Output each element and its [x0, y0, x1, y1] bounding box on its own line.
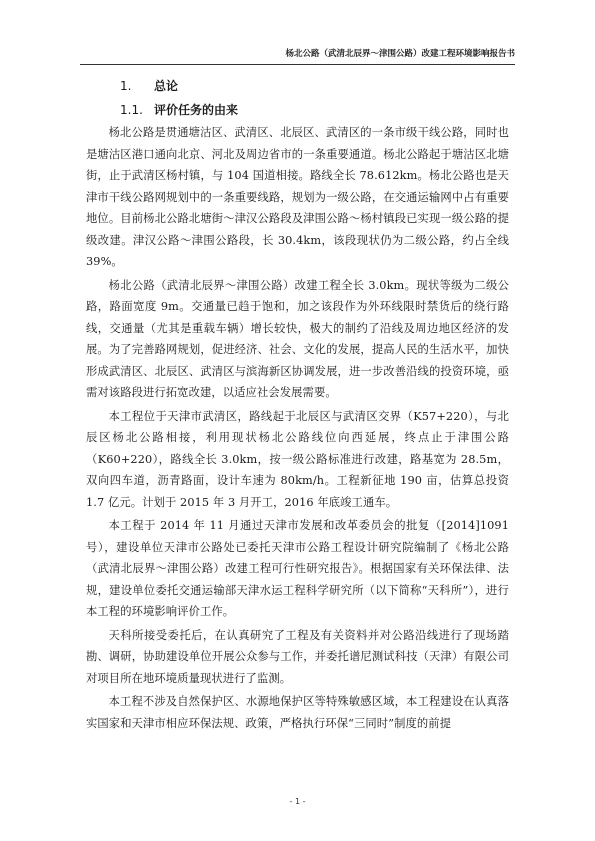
- subsection-title: 评价任务的由来: [154, 103, 239, 117]
- paragraph: 本工程于 2014 年 11 月通过天津市发展和改革委员会的批复（[2014]1091 号），建设单位天津市公路处已委托天津市公路工程设计研究院编制了《杨北公路（武清北辰界～津围公路）改建工程可行性研究报告》。根据国家有关环保法律、法规，建设单位委托交通运输部天津水运工程科学研究所（以下简称“天科所”），进行本工程的环境影响评价工作。: [86, 519, 509, 618]
- subsection-heading: [86, 98, 509, 122]
- report-title: 杨北公路（武清北辰界～津围公路）改建工程环境影响报告书: [285, 49, 515, 59]
- paragraph: 天科所接受委托后，在认真研究了工程及有关资料并对公路沿线进行了现场踏勘、调研，协助建设单位开展公众参与工作，并委托谱尼测试科技（天津）有限公司对项目所在地环境质量现状进行了监测。: [86, 628, 509, 685]
- section-heading: [86, 74, 509, 98]
- section-number: 1.: [120, 79, 132, 93]
- section-title: 总论: [154, 79, 179, 93]
- page-number: - 1 -: [289, 797, 306, 806]
- page-body: [86, 74, 509, 736]
- paragraph: 本工程不涉及自然保护区、水源地保护区等特殊敏感区域，本工程建设在认真落实国家和天津市相应环保法规、政策，严格执行环保“三同时”制度的前提: [86, 695, 509, 730]
- subsection-number: 1.1.: [120, 103, 143, 117]
- paragraph: 杨北公路是贯通塘沽区、武清区、北辰区、武清区的一条市级干线公路，同时也是塘沽区港口通向北京、河北及周边省市的一条重要通道。杨北公路起于塘沽区北塘街，止于武清区杨村镇，与 104 国道相接。路线全长 78.612km。杨北公路也是天津市干线公路网规划中的一条重要线路，规划为一级公路，在交通运输网中占有重要地位。目前杨北公路北塘街～津汉公路段及津围公路～杨村镇段已实现一级公路的提级改建。津汉公路～津围公路段，长 30.4km，该段现状仍为二级公路，约占全线 39%。: [86, 126, 509, 268]
- page-header: [80, 48, 515, 65]
- paragraph: 本工程位于天津市武清区，路线起于北辰区与武清区交界（K57+220），与北辰区杨北公路相接，利用现状杨北公路线位向西延展，终点止于津围公路（K60+220），路线全长 3.0km，按一级公路标准进行改建，路基宽为 28.5m，双向四车道，沥青路面，设计车速为 80km/h。工程新征地 190 亩，估算总投资 1.7 亿元。计划于 2015 年 3 月开工，2016 年底竣工通车。: [86, 409, 509, 509]
- paragraph: 杨北公路（武清北辰界～津围公路）改建工程全长 3.0km。现状等级为二级公路，路面宽度 9m。交通量已趋于饱和，加之该段作为外环线限时禁货后的绕行路线，交通量（尤其是重载车辆）增长较快，极大的制约了沿线及周边地区经济的发展。为了完善路网规划，促进经济、社会、文化的发展，提高人民的生活水平，加快形成武清区、北辰区、武清区与滨海新区协调发展，进一步改善沿线的投资环境，亟需对该路段进行拓宽改建，以适应社会发展需要。: [86, 278, 509, 399]
